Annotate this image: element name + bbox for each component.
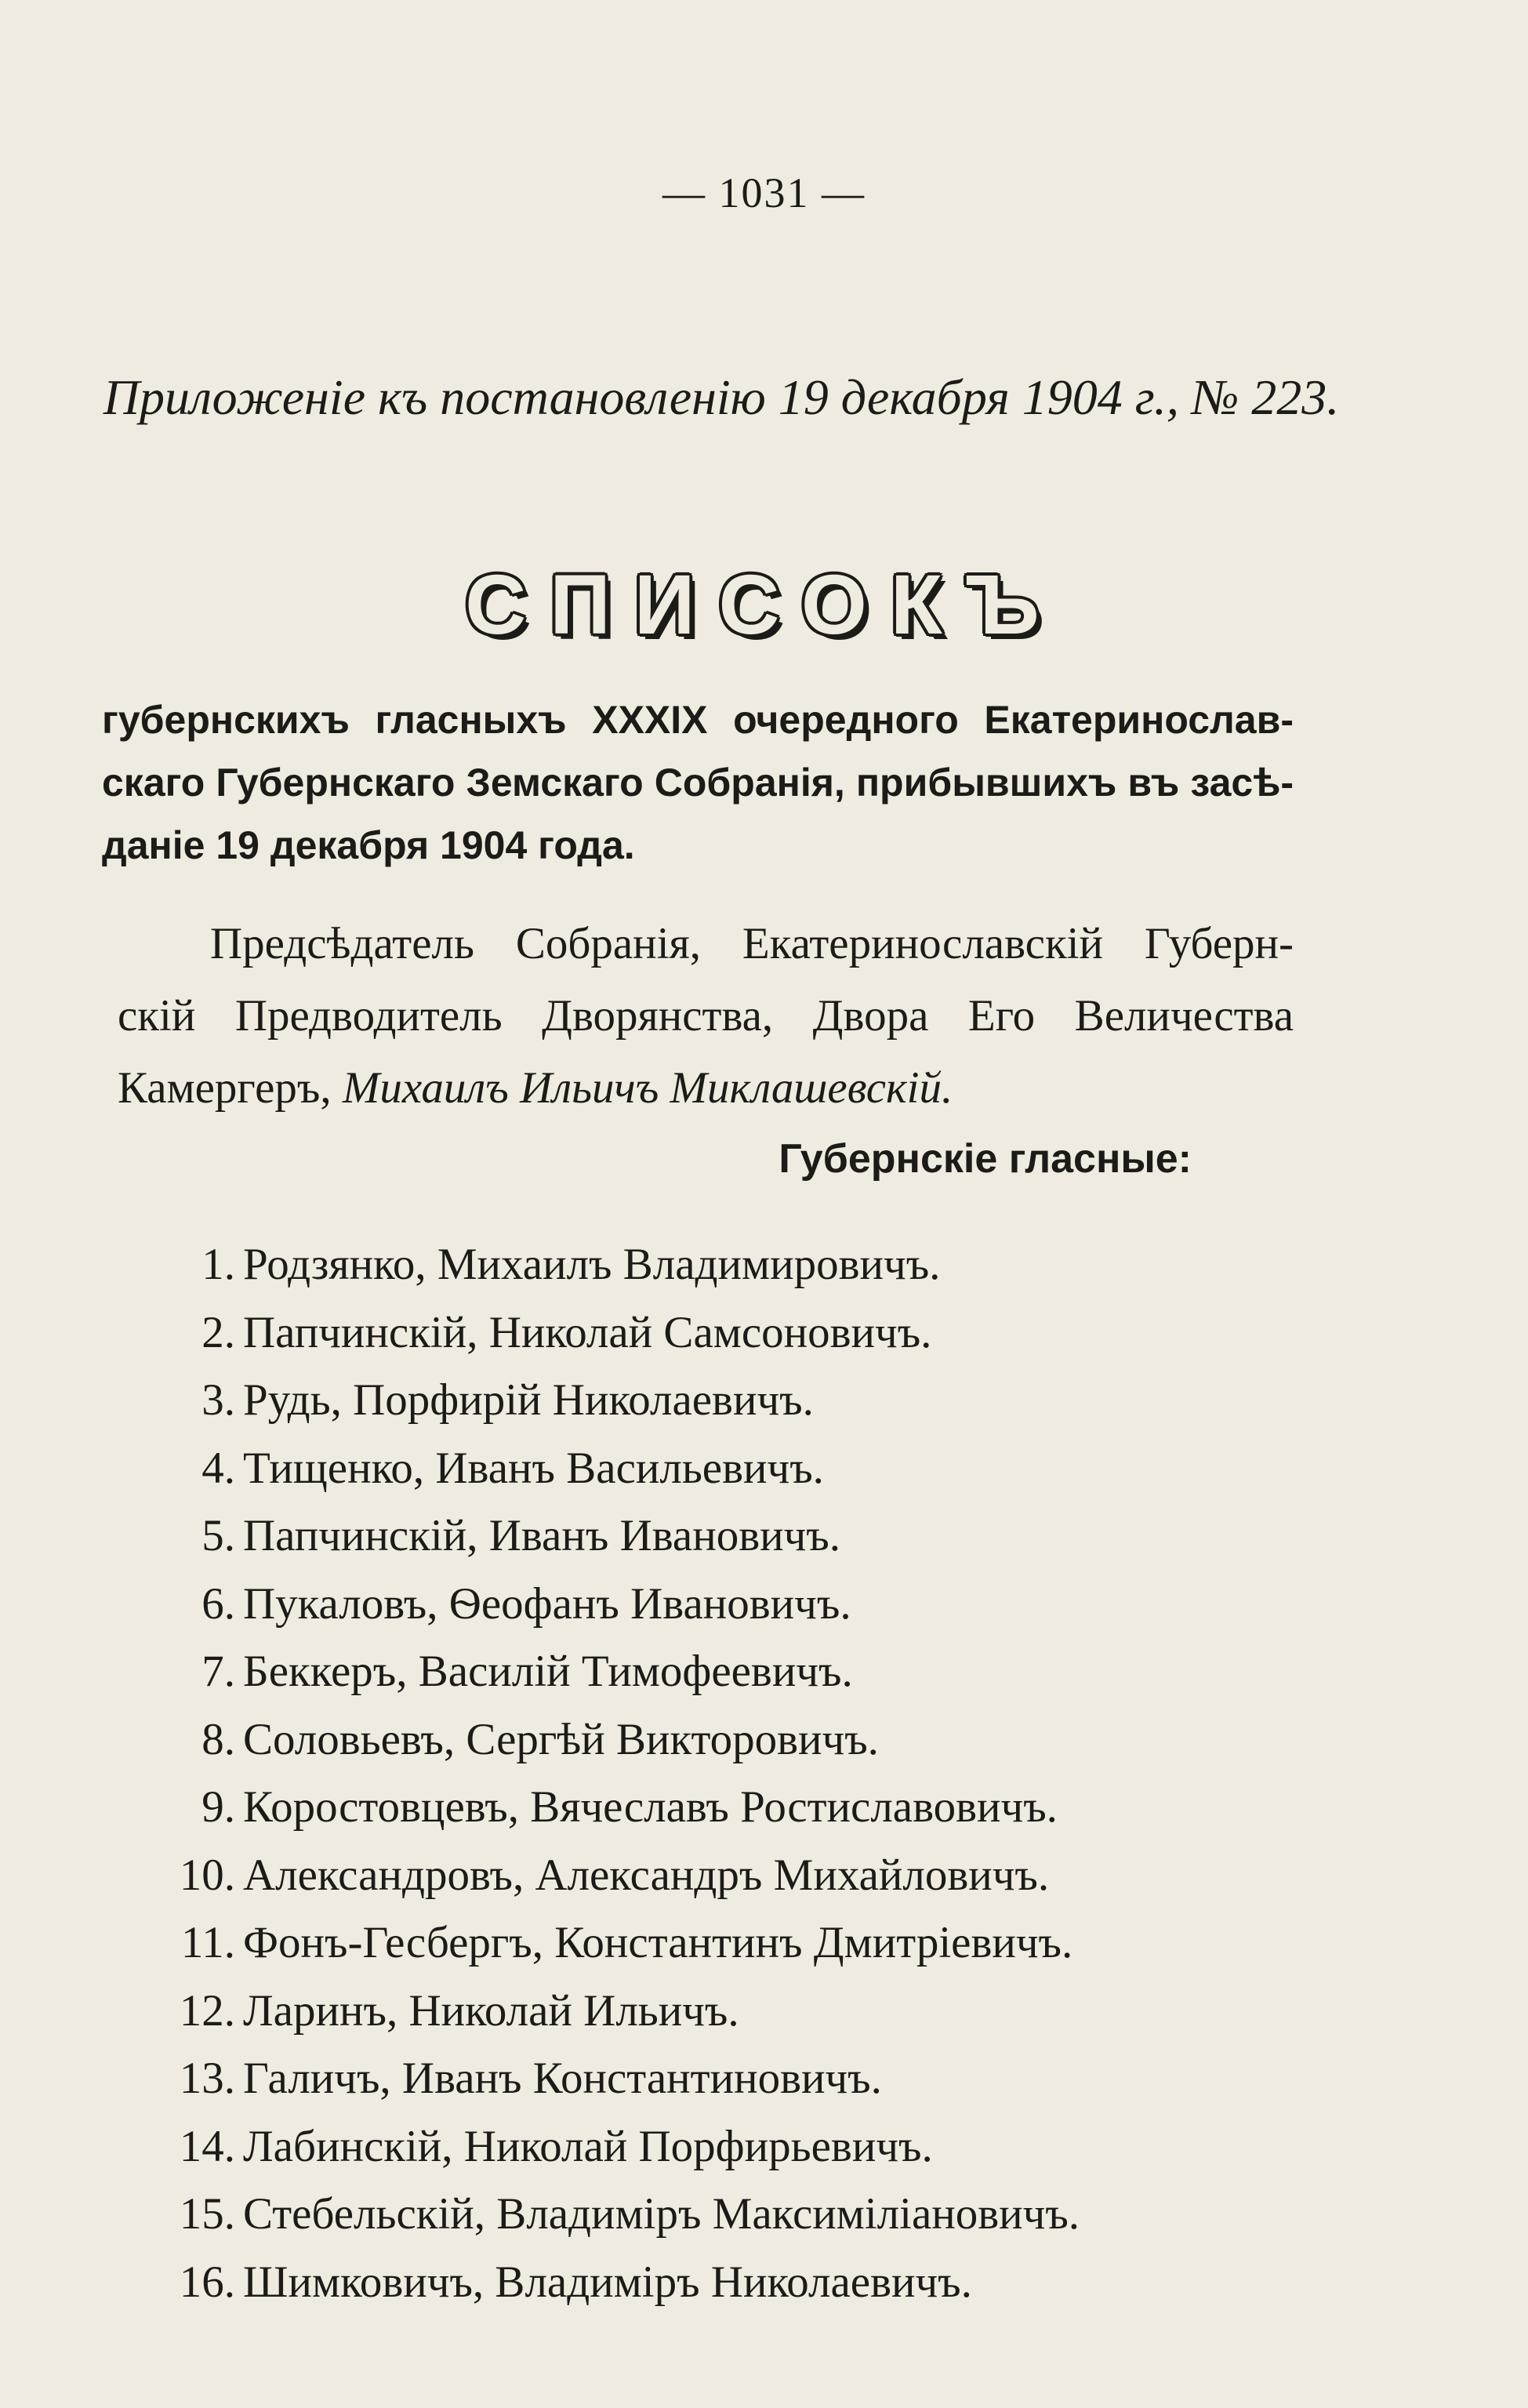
item-number: 1.: [201, 1240, 235, 1289]
member-name: Александровъ, Александръ Михайловичъ.: [243, 1850, 1050, 1900]
member-name: Коростовцевъ, Вячеславъ Ростиславовичъ.: [243, 1782, 1058, 1832]
member-name: Папчинскій, Иванъ Ивановичъ.: [243, 1511, 841, 1560]
subtitle-line: скаго Губернскаго Земскаго Собранія, прибывшихъ въ засѣ-: [102, 761, 1294, 804]
list-item: [149, 1978, 1325, 2046]
list-item: [149, 1502, 1325, 1571]
list-item: [149, 1842, 1325, 1910]
item-number: 14.: [179, 2121, 235, 2171]
list-item: [149, 1231, 1325, 1299]
item-number: 4.: [201, 1443, 235, 1493]
member-name: Лабинскій, Николай Порфирьевичъ.: [243, 2121, 933, 2171]
member-name: Родзянко, Михаилъ Владимировичъ.: [243, 1240, 941, 1289]
list-title: СПИСОКЪ: [465, 557, 1063, 652]
chairman-name: Михаилъ Ильичъ Миклашевскій.: [342, 1063, 953, 1113]
member-name: Рудь, Порфирій Николаевичъ.: [243, 1375, 814, 1425]
chairman-title: Камергеръ,: [118, 1063, 343, 1113]
subtitle-line: даніе 19 декабря 1904 года.: [102, 823, 635, 867]
item-number: 15.: [179, 2189, 235, 2239]
member-name: Беккеръ, Василій Тимофеевичъ.: [243, 1647, 853, 1696]
list-item: [149, 1299, 1325, 1367]
appendix-title: Приложеніе къ постановленію 19 декабря 1904 г., № 223.: [103, 369, 1340, 425]
member-name: Стебельскій, Владиміръ Максиміліановичъ.: [243, 2189, 1080, 2239]
list-item: [149, 1706, 1325, 1774]
member-name: Фонъ-Гесбергъ, Константинъ Дмитріевичъ.: [243, 1918, 1073, 1967]
list-item: [149, 2249, 1325, 2317]
list-item: [149, 1909, 1325, 1978]
member-name: Пукаловъ, Ѳеофанъ Ивановичъ.: [243, 1578, 851, 1629]
member-name: Папчинскій, Николай Самсоновичъ.: [243, 1307, 932, 1357]
list-item: [149, 1638, 1325, 1706]
list-item: [149, 2181, 1325, 2249]
item-number: 16.: [179, 2257, 235, 2307]
list-item: [149, 1571, 1325, 1639]
list-item: [149, 1774, 1325, 1842]
chairman-paragraph: [118, 908, 1294, 1124]
chairman-line: [118, 1052, 1294, 1124]
member-name: Тищенко, Иванъ Васильевичъ.: [243, 1443, 824, 1493]
item-number: 6.: [201, 1578, 235, 1629]
list-item: [149, 2113, 1325, 2181]
list-item: [149, 1367, 1325, 1435]
members-list: [149, 1231, 1325, 2316]
list-item: [149, 1435, 1325, 1503]
list-item: [149, 2045, 1325, 2113]
member-name: Соловьевъ, Сергѣй Викторовичъ.: [243, 1714, 879, 1764]
member-name: Шимковичъ, Владиміръ Николаевичъ.: [243, 2257, 972, 2307]
page-number: — 1031 —: [662, 169, 866, 216]
item-number: 12.: [179, 1985, 235, 2036]
item-number: 9.: [201, 1782, 235, 1832]
subtitle-line: губернскихъ гласныхъ XXXIX очередного Екатеринослав-: [102, 698, 1294, 742]
chairman-line: скій Предводитель Дворянства, Двора Его Величества: [118, 991, 1294, 1041]
chairman-line: Предсѣдатель Собранія, Екатеринославскій Губерн-: [210, 919, 1294, 968]
member-name: Ларинъ, Николай Ильичъ.: [243, 1985, 739, 2036]
item-number: 5.: [201, 1511, 235, 1560]
item-number: 11.: [180, 1918, 235, 1967]
member-name: Галичъ, Иванъ Константиновичъ.: [243, 2054, 882, 2103]
item-number: 3.: [201, 1375, 235, 1425]
item-number: 2.: [201, 1307, 235, 1357]
section-heading: Губернскіе гласные:: [779, 1136, 1192, 1182]
item-number: 7.: [201, 1647, 235, 1696]
list-subtitle: [102, 688, 1294, 877]
item-number: 8.: [201, 1714, 235, 1764]
item-number: 13.: [179, 2054, 235, 2103]
item-number: 10.: [179, 1850, 235, 1900]
